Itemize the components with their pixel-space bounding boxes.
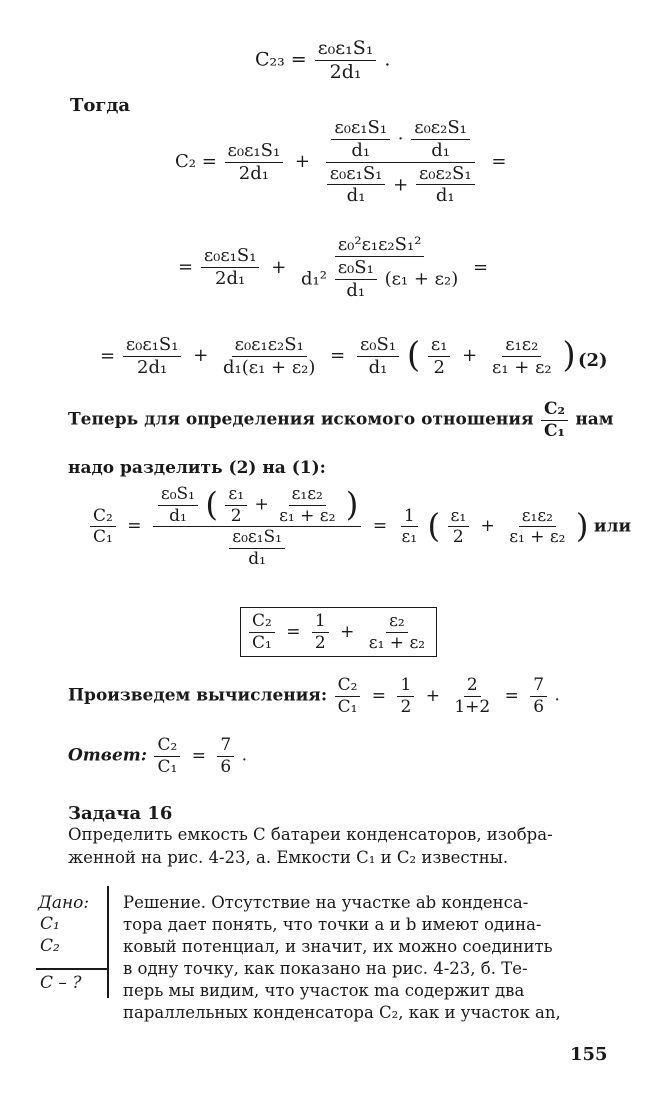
given-label: Дано:	[38, 893, 90, 913]
paragraph-ratio: Теперь для определения искомого отношения $\frac{\text{C₂}}{\text{C₁}}$ нам	[68, 399, 614, 441]
equation-c2-line2: = $\frac{\text{ε₀ε₁S₁}}{\text{2d₁}}$ + ε₀²ε₁ε₂S₁² d₁² $\frac{\text{ε₀S₁}}{\text{d₁}}$ (ε₁ + ε₂) =	[178, 234, 489, 301]
calculation: Произведем вычисления: $\frac{\text{C₂}}{\text{C₁}}$ = $\frac{1}{2}$ + $\frac{2}{1+2}$ = $\frac{7}{6}$ .	[68, 675, 560, 717]
solution-line: перь мы видим, что участок ma содержит два	[123, 981, 525, 1000]
solution-line: в одну точку, как показано на рис. 4-23, б. Те-	[123, 959, 528, 978]
solution-line: ковый потенциал, и значит, их можно соединить	[123, 937, 553, 956]
equation-label: (2)	[578, 350, 608, 371]
given-c2: C₂	[40, 936, 60, 956]
task-line-1: Определить емкость C батареи конденсаторов, изобра-	[68, 825, 553, 844]
given-c1: C₁	[40, 914, 60, 934]
task-line-2: женной на рис. 4-23, а. Емкости C₁ и C₂ известны.	[68, 848, 509, 867]
eq-lhs: C₂₃ =	[255, 48, 307, 71]
solution-line: параллельных конденсатора C₂, как и участок an,	[123, 1003, 561, 1022]
equation-boxed: $\frac{\text{C₂}}{\text{C₁}}$ = $\frac{1}{2}$ + $\frac{\text{ε₂}}{\text{ε₁ + ε₂}}$	[240, 607, 437, 657]
fraction: $\frac{\text{ε₀ε₁S₁}}{\text{2d₁}}$	[315, 38, 377, 83]
paragraph-divide: надо разделить (2) на (1):	[68, 458, 326, 478]
page-number: 155	[570, 1044, 608, 1065]
solution-line: тора дает понять, что точки a и b имеют одина-	[123, 915, 542, 934]
task-title: Задача 16	[68, 803, 173, 824]
given-find: C – ?	[40, 973, 82, 993]
big-fraction: $\frac{\text{ε₀ε₁S₁}}{\text{d₁}}$ · $\frac{\text{ε₀ε₂S₁}}{\text{d₁}}$ $\frac{\text{ε₀ε₁S₁}}{\text{d₁}}$ + $\frac{\text{ε₀ε₂S₁}}{\text{d₁}}$	[322, 118, 480, 206]
equation-c23: C₂₃ = $\frac{\text{ε₀ε₁S₁}}{\text{2d₁}}$ .	[255, 37, 391, 83]
fraction: $\frac{\text{ε₀ε₁S₁}}{\text{2d₁}}$	[225, 141, 284, 184]
given-divider	[36, 968, 108, 970]
equation-c2-line3: = $\frac{\text{ε₀ε₁S₁}}{\text{2d₁}}$ + $\frac{\text{ε₀ε₁ε₂S₁}}{\text{d₁(ε₁ + ε₂)}}$ = $\frac{\text{ε₀S₁}}{\text{d₁}}$ ( $\frac{\text{ε₁}}{2}$ + $\frac{\text{ε₁ε₂}}{\text{ε₁ + ε₂}}$ )	[100, 334, 576, 378]
word-then: Тогда	[70, 95, 131, 116]
equation-c2-line1: C₂ = $\frac{\text{ε₀ε₁S₁}}{\text{2d₁}}$ + $\frac{\text{ε₀ε₁S₁}}{\text{d₁}}$ · $\frac{\text{ε₀ε₂S₁}}{\text{d₁}}$ $\frac{\text{ε₀ε₁S₁}}{\text{d₁}}$ + $\frac{\text{ε₀ε₂S₁}}{\text{d₁}}$ =	[175, 117, 507, 207]
solution-line: Решение. Отсутствие на участке ab конденса-	[123, 893, 529, 912]
given-vertical-rule	[107, 886, 109, 998]
answer: Ответ: $\frac{\text{C₂}}{\text{C₁}}$ = $\frac{7}{6}$ .	[68, 735, 247, 777]
equation-ratio: $\frac{\text{C₂}}{\text{C₁}}$ = $\frac{\text{ε₀S₁}}{\text{d₁}}$ ( $\frac{\text{ε₁}}{2}$ + $\frac{\text{ε₁ε₂}}{\text{ε₁ + ε₂}}$ ) $\frac{\text{ε₀ε₁S₁}}{\text{d₁}}$ = $\frac{1}{\text{ε₁}}$ ( $\frac{\text{ε₁}}{2}$ + $\frac{\text{ε₁ε₂}}{\text{ε₁ + ε₂}}$ ) или	[88, 485, 631, 569]
